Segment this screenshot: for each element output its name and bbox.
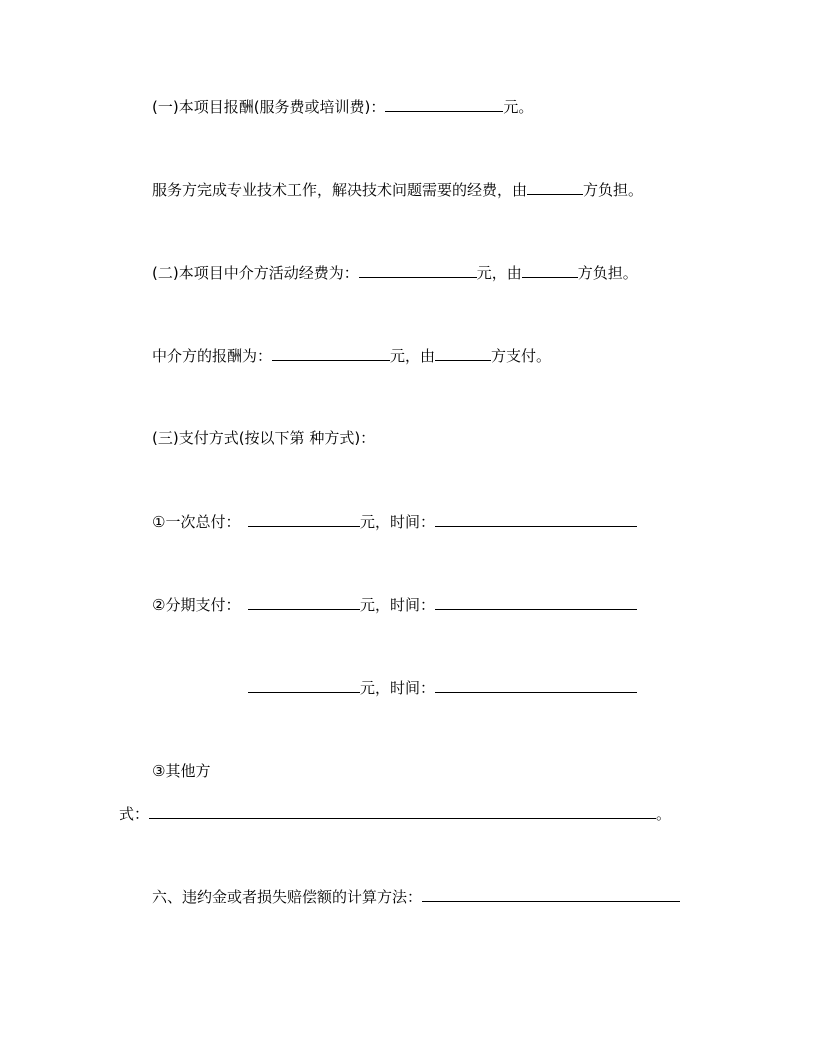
installment-1-amount-blank[interactable]	[248, 594, 360, 610]
installment-label: ②分期支付：	[152, 596, 241, 614]
installment-2-time-label: 元，时间：	[360, 679, 436, 697]
other-method-period: 。	[656, 805, 672, 823]
other-method-blank[interactable]	[149, 803, 656, 819]
intermediary-fee-unit: 元，由	[390, 347, 436, 365]
line-tech-expense	[152, 179, 643, 200]
line-payment-method	[152, 428, 375, 448]
service-fee-unit: 元。	[503, 98, 534, 116]
line-other-method-cont	[119, 803, 671, 824]
tech-expense-party-blank[interactable]	[527, 179, 583, 195]
penalty-label: 六、违约金或者损失赔偿额的计算方法：	[152, 888, 423, 906]
line-lump-sum	[152, 511, 637, 532]
line-installment-2	[248, 677, 637, 698]
installment-2-time-blank[interactable]	[435, 677, 637, 693]
intermediary-expense-unit: 元，由	[476, 264, 522, 282]
installment-2-amount-blank[interactable]	[248, 677, 360, 693]
service-fee-label: (一)本项目报酬(服务费或培训费)：	[152, 98, 386, 116]
lump-sum-label: ①一次总付：	[152, 513, 241, 531]
installment-1-time-label: 元，时间：	[360, 596, 436, 614]
tech-expense-suffix: 方负担。	[583, 181, 644, 199]
line-penalty	[152, 886, 680, 907]
lump-sum-amount-blank[interactable]	[248, 511, 360, 527]
intermediary-expense-party-blank[interactable]	[522, 262, 578, 278]
installment-1-time-blank[interactable]	[435, 594, 637, 610]
intermediary-fee-party-blank[interactable]	[435, 345, 491, 361]
other-method-label: ③其他方	[152, 762, 211, 780]
other-method-label-cont: 式：	[119, 805, 150, 823]
tech-expense-label: 服务方完成专业技术工作，解决技术问题需要的经费，由	[152, 181, 528, 199]
penalty-blank[interactable]	[422, 886, 680, 902]
intermediary-fee-suffix: 方支付。	[491, 347, 552, 365]
lump-sum-time-label: 元，时间：	[360, 513, 436, 531]
line-intermediary-fee	[152, 345, 551, 366]
line-installment-1	[152, 594, 637, 615]
service-fee-blank[interactable]	[385, 96, 503, 112]
intermediary-expense-amount-blank[interactable]	[359, 262, 477, 278]
intermediary-fee-amount-blank[interactable]	[272, 345, 390, 361]
line-other-method	[152, 761, 210, 781]
line-service-fee	[152, 96, 533, 117]
payment-method-label: (三)支付方式(按以下第 种方式)：	[152, 429, 376, 447]
line-intermediary-expense	[152, 262, 638, 283]
lump-sum-time-blank[interactable]	[435, 511, 637, 527]
intermediary-expense-label: (二)本项目中介方活动经费为：	[152, 264, 359, 282]
intermediary-fee-label: 中介方的报酬为：	[152, 347, 273, 365]
intermediary-expense-suffix: 方负担。	[577, 264, 638, 282]
